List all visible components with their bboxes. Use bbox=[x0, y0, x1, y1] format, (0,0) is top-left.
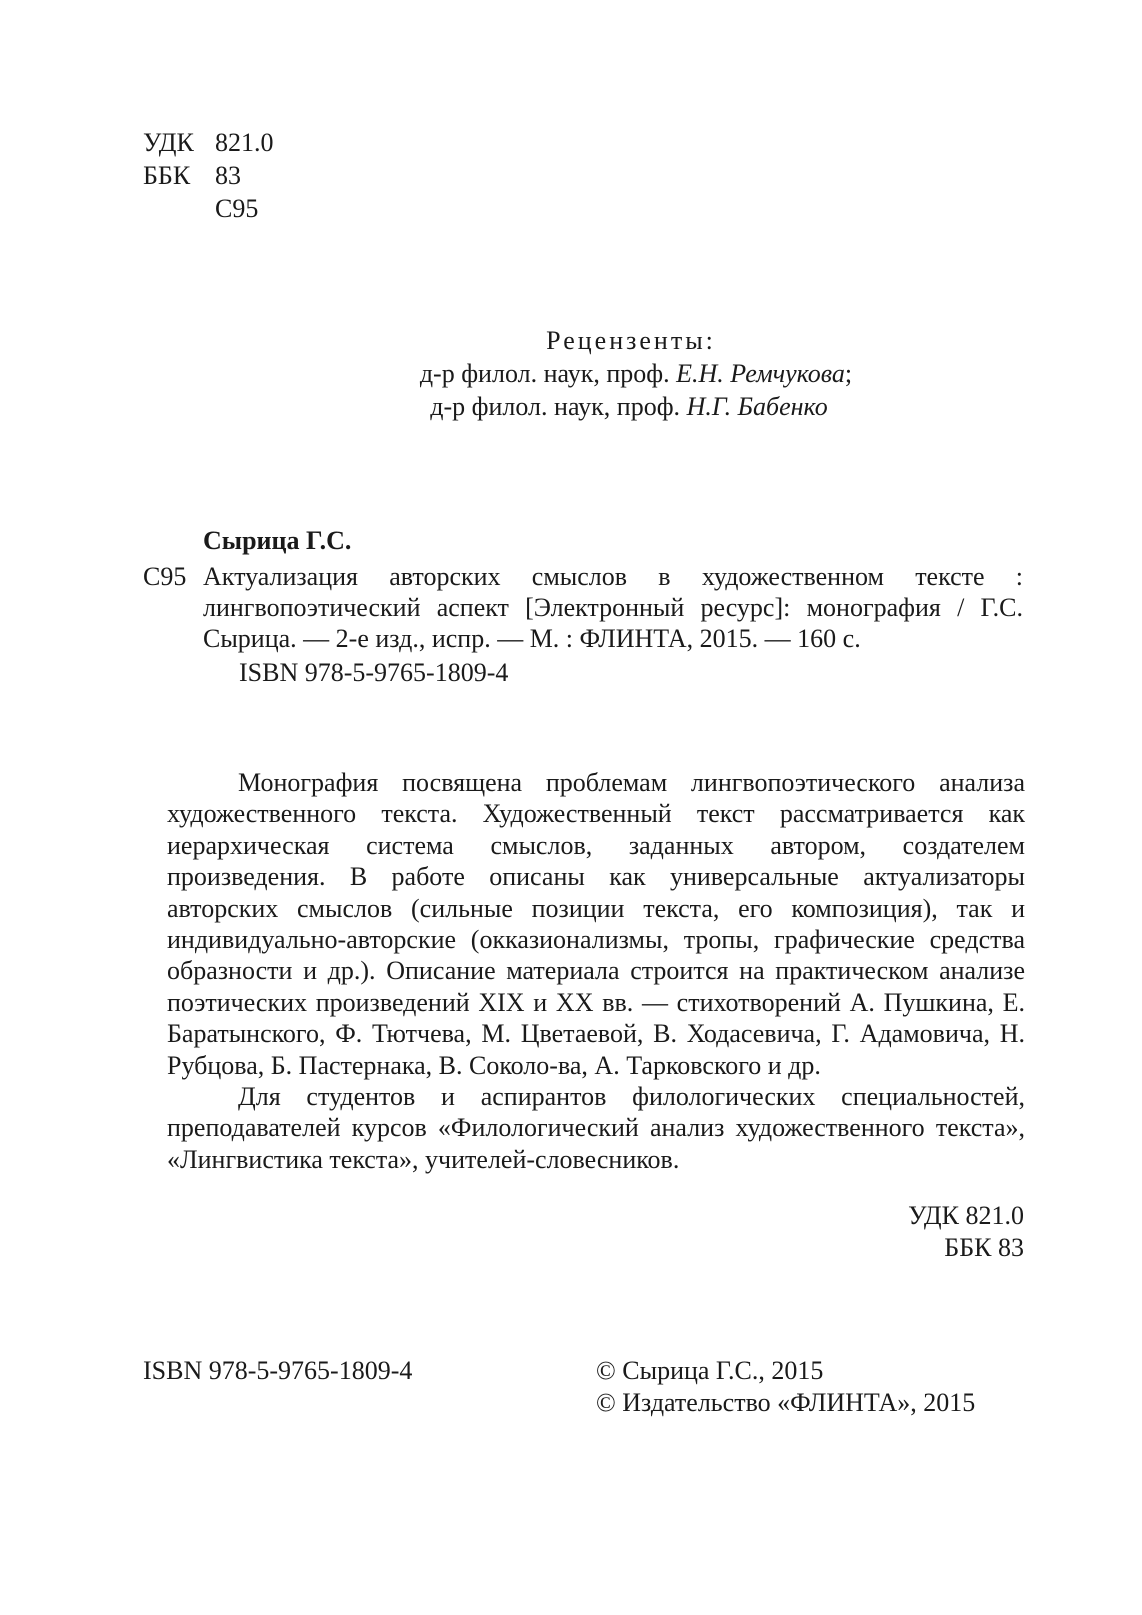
record-isbn: ISBN 978-5-9765-1809-4 bbox=[239, 658, 509, 687]
classification-key bbox=[143, 192, 215, 225]
reviewer-suffix: ; bbox=[844, 359, 853, 388]
annotation-codes bbox=[908, 1200, 1024, 1264]
record-description: Актуализация авторских смыслов в художественном тексте : лингвопоэтический аспект [Электронный ресурс]: монография / Г.С. Сырица. — 2-е изд., испр. — М. : ФЛИНТА, 2015. — 160 с. bbox=[203, 562, 1023, 653]
classification-row-udk bbox=[143, 126, 274, 159]
classification-block bbox=[143, 126, 274, 225]
reviewer-title: д-р филол. наук, проф. bbox=[430, 392, 687, 421]
classification-key: ББК bbox=[143, 161, 191, 190]
reviewer-name: Е.Н. Ремчукова bbox=[676, 359, 845, 388]
reviewer-title: д-р филол. наук, проф. bbox=[419, 359, 677, 388]
reviewer-line bbox=[116, 390, 1142, 423]
annotation-bbk: ББК 83 bbox=[944, 1233, 1024, 1262]
reviewer-line bbox=[130, 357, 1142, 390]
copyright-line: © Издательство «ФЛИНТА», 2015 bbox=[596, 1388, 976, 1417]
reviewer-name: Н.Г. Бабенко bbox=[686, 392, 828, 421]
reviewers-heading: Рецензенты: bbox=[546, 326, 716, 355]
classification-row-author-mark bbox=[143, 192, 274, 225]
classification-key: УДК bbox=[143, 128, 194, 157]
annotation bbox=[167, 767, 1025, 1175]
reviewers-block bbox=[0, 324, 1142, 423]
classification-value: 821.0 bbox=[215, 128, 274, 157]
classification-value: С95 bbox=[215, 194, 259, 223]
classification-row-bbk bbox=[143, 159, 274, 192]
record-author-mark: С95 bbox=[143, 562, 187, 591]
annotation-paragraph: Монография посвящена проблемам лингвопоэтического анализа художественного текста. Художественный текст рассматривается как иерархическая система смыслов, заданных автором, создателем произведения. В работе описаны как универсальные актуализаторы авторских смыслов (сильные позиции текста, его композиция), так и индивидуально-авторские (окказионализмы, тропы, графические средства образности и др.). Описание материала строится на практическом анализе поэтических произведений XIX и XX вв. — стихотворений А. Пушкина, Е. Баратынского, Ф. Тютчева, М. Цветаевой, В. Ходасевича, Г. Адамовича, Н. Рубцова, Б. Пастернака, В. Соколо-ва, А. Тарковского и др. bbox=[167, 768, 1025, 1080]
footer-isbn: ISBN 978-5-9765-1809-4 bbox=[143, 1356, 413, 1385]
copyright-block bbox=[596, 1355, 975, 1419]
classification-value: 83 bbox=[215, 161, 241, 190]
annotation-paragraph: Для студентов и аспирантов филологических специальностей, преподавателей курсов «Филологический анализ художественного текста», «Лингвистика текста», учителей-словесников. bbox=[167, 1082, 1025, 1174]
copyright-line: © Сырица Г.С., 2015 bbox=[596, 1356, 824, 1385]
annotation-udk: УДК 821.0 bbox=[908, 1201, 1024, 1230]
record-author: Сырица Г.С. bbox=[203, 526, 352, 555]
